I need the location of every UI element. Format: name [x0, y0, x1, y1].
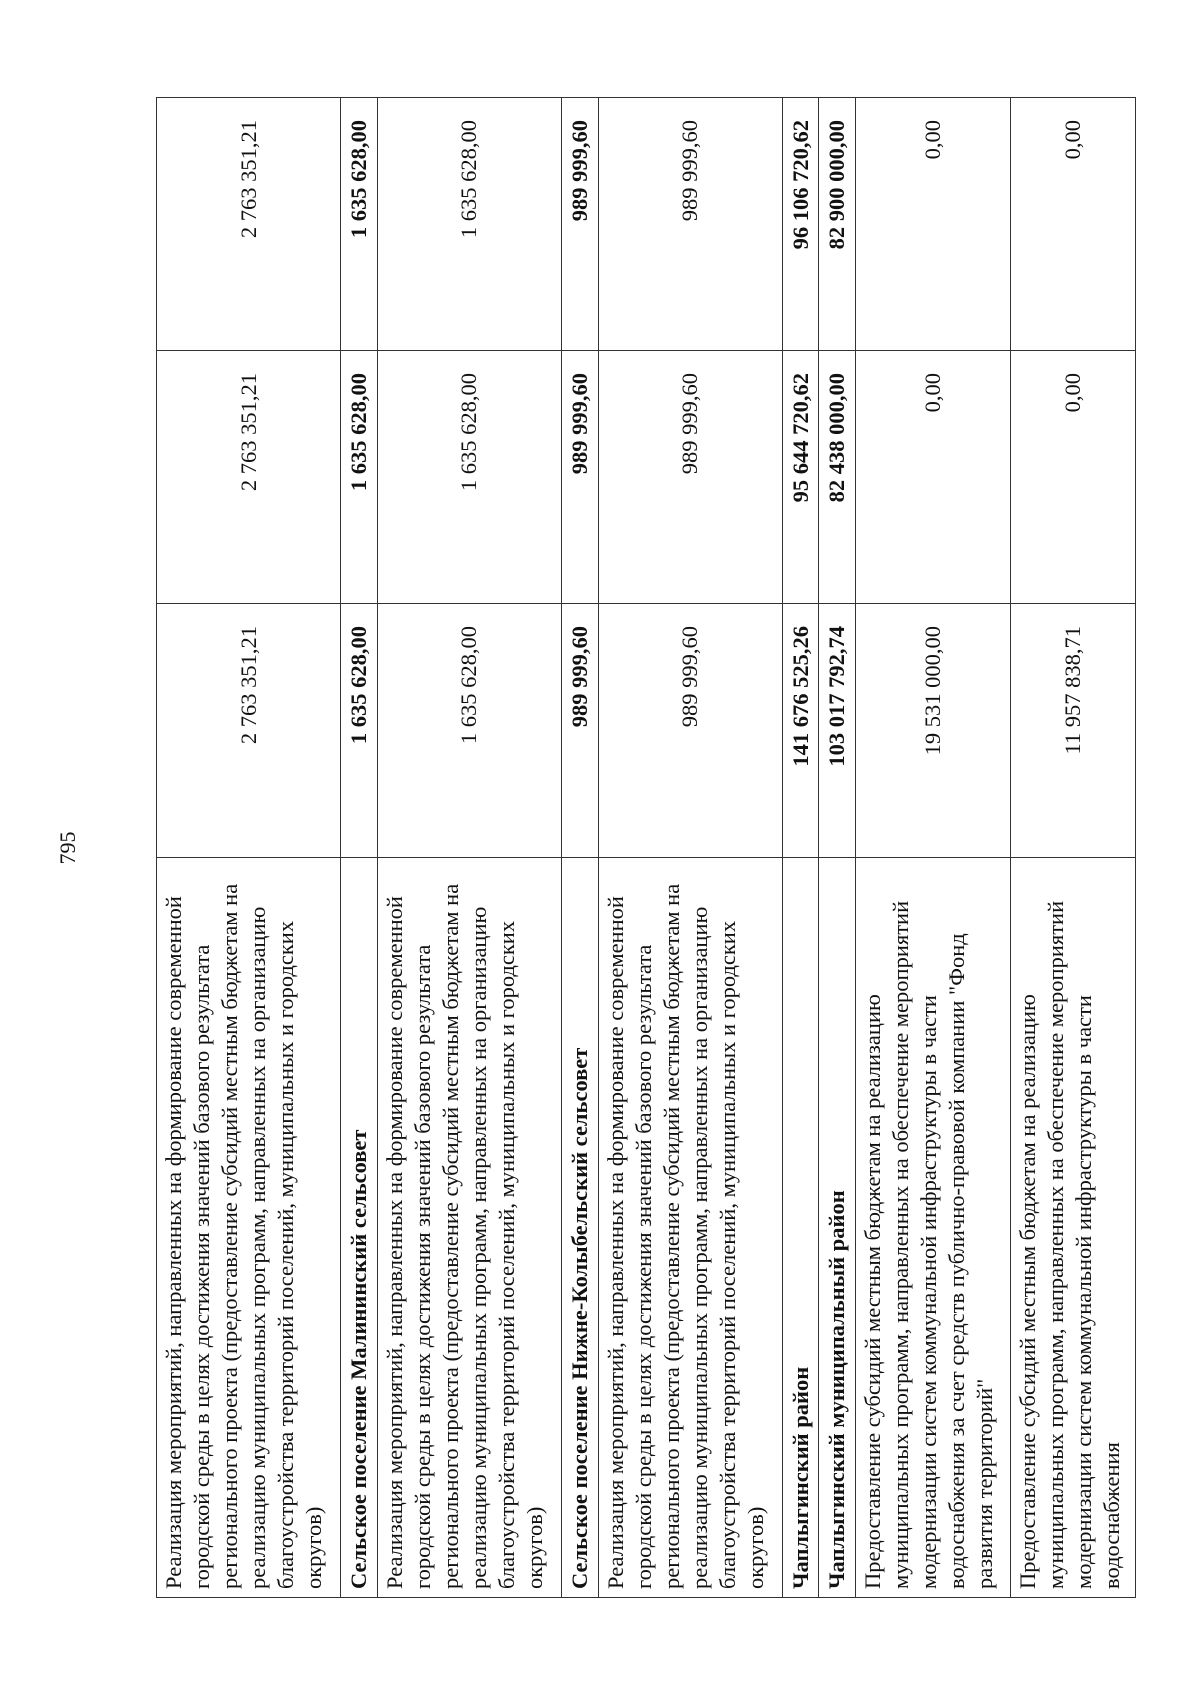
- row-description: Сельское поселение Малининский сельсовет: [341, 858, 378, 1598]
- amount-year-3: 1 635 628,00: [377, 98, 561, 351]
- page-number: 795: [55, 831, 80, 865]
- amount-year-2: 1 635 628,00: [341, 351, 378, 604]
- row-description: Предоставление субсидий местным бюджетам на реализацию муниципальных программ, направленных на обеспечение мероприятий модернизации систем коммунальной инфраструктуры в части водоснабжения за счет средств публично-правовой компании "Фонд развития территорий": [856, 858, 1011, 1598]
- amount-year-2: 0,00: [1010, 351, 1135, 604]
- amount-year-2: 1 635 628,00: [377, 351, 561, 604]
- amount-year-3: 82 900 000,00: [819, 98, 856, 351]
- table-row: [157, 98, 341, 1598]
- amount-year-3: 2 763 351,21: [157, 98, 341, 351]
- table-row: [782, 98, 819, 1598]
- budget-table-container: [156, 98, 1136, 1598]
- row-description: Чаплыгинский район: [782, 858, 819, 1598]
- amount-year-1: 989 999,60: [598, 604, 782, 858]
- amount-year-1: 141 676 525,26: [782, 604, 819, 858]
- amount-year-1: 1 635 628,00: [341, 604, 378, 858]
- amount-year-1: 1 635 628,00: [377, 604, 561, 858]
- amount-year-1: 989 999,60: [561, 604, 598, 858]
- amount-year-2: 2 763 351,21: [157, 351, 341, 604]
- row-description: Реализация мероприятий, направленных на формирование современной городской среды в целях достижения значений базового результата регионального проекта (предоставление субсидий местным бюджетам на реализацию муниципальных программ, направленных на организацию благоустройства территорий поселений, муниципальных и городских округов): [598, 858, 782, 1598]
- amount-year-3: 1 635 628,00: [341, 98, 378, 351]
- amount-year-3: 989 999,60: [561, 98, 598, 351]
- amount-year-3: 0,00: [856, 98, 1011, 351]
- amount-year-3: 96 106 720,62: [782, 98, 819, 351]
- table-row: [377, 98, 561, 1598]
- row-description: Чаплыгинский муниципальный район: [819, 858, 856, 1598]
- budget-table: [156, 97, 1136, 1598]
- row-description: Реализация мероприятий, направленных на формирование современной городской среды в целях достижения значений базового результата регионального проекта (предоставление субсидий местным бюджетам на реализацию муниципальных программ, направленных на организацию благоустройства территорий поселений, муниципальных и городских округов): [377, 858, 561, 1598]
- table-row: [561, 98, 598, 1598]
- amount-year-1: 103 017 792,74: [819, 604, 856, 858]
- amount-year-2: 82 438 000,00: [819, 351, 856, 604]
- row-description: Реализация мероприятий, направленных на формирование современной городской среды в целях достижения значений базового результата регионального проекта (предоставление субсидий местным бюджетам на реализацию муниципальных программ, направленных на организацию благоустройства территорий поселений, муниципальных и городских округов): [157, 858, 341, 1598]
- amount-year-1: 19 531 000,00: [856, 604, 1011, 858]
- amount-year-2: 0,00: [856, 351, 1011, 604]
- amount-year-3: 0,00: [1010, 98, 1135, 351]
- row-description: Предоставление субсидий местным бюджетам на реализацию муниципальных программ, направленных на обеспечение мероприятий модернизации систем коммунальной инфраструктуры в части водоснабжения: [1010, 858, 1135, 1598]
- amount-year-1: 2 763 351,21: [157, 604, 341, 858]
- amount-year-1: 11 957 838,71: [1010, 604, 1135, 858]
- amount-year-2: 989 999,60: [561, 351, 598, 604]
- table-row: [598, 98, 782, 1598]
- amount-year-2: 989 999,60: [598, 351, 782, 604]
- table-row: [819, 98, 856, 1598]
- row-description: Сельское поселение Нижне-Колыбельский сельсовет: [561, 858, 598, 1598]
- amount-year-2: 95 644 720,62: [782, 351, 819, 604]
- table-row: [1010, 98, 1135, 1598]
- table-row: [856, 98, 1011, 1598]
- table-row: [341, 98, 378, 1598]
- amount-year-3: 989 999,60: [598, 98, 782, 351]
